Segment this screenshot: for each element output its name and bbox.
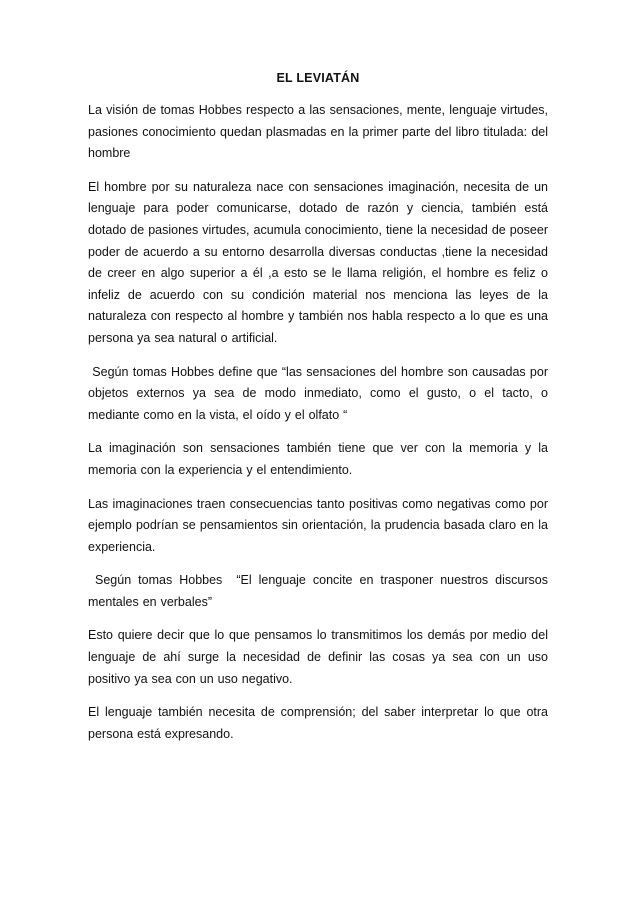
- paragraph-language-comprehension: El lenguaje también necesita de comprensión; del saber interpretar lo que otra persona está expresando.: [88, 705, 548, 741]
- paragraph-sensations-quote: Según tomas Hobbes define que “las sensaciones del hombre son causadas por objetos externos ya sea de modo inmediato, como el gusto, o el tacto, o mediante como en la vista, el oído y el olfato “: [88, 364, 552, 422]
- paragraph-imagination: La imaginación son sensaciones también tiene que ver con la memoria y la memoria con la experiencia y el entendimiento.: [88, 441, 548, 477]
- document-page: [88, 68, 552, 757]
- paragraph-language-quote: Según tomas Hobbes “El lenguaje concite en trasponer nuestros discursos mentales en verbales”: [88, 573, 552, 609]
- document-title: EL LEVIATÁN: [276, 71, 360, 85]
- paragraph-imaginations-consequences: Las imaginaciones traen consecuencias tanto positivas como negativas como por ejemplo podrían se pensamientos sin orientación, la prudencia basada claro en la experiencia.: [88, 496, 548, 554]
- paragraph-language-meaning: Esto quiere decir que lo que pensamos lo transmitimos los demás por medio del lenguaje de ahí surge la necesidad de definir las cosas ya sea con un uso positivo ya sea con un uso negativo.: [88, 628, 548, 686]
- paragraph-human-nature: El hombre por su naturaleza nace con sensaciones imaginación, necesita de un lenguaje para poder comunicarse, dotado de razón y ciencia, también está dotado de pasiones virtudes, acumula conocimiento, tiene la necesidad de poseer poder de acuerdo a su entorno desarrolla diversas conductas ,tiene la necesidad de creer en algo superior a él ,a esto se le llama religión, el hombre es feliz o infeliz de acuerdo con su condición material nos menciona las leyes de la naturaleza con respecto al hombre y también nos habla respecto a lo que es una persona ya sea natural o artificial.: [88, 179, 548, 345]
- paragraph-intro: La visión de tomas Hobbes respecto a las sensaciones, mente, lenguaje virtudes, pasiones conocimiento quedan plasmadas en la primer parte del libro titulada: del hombre: [88, 103, 548, 161]
